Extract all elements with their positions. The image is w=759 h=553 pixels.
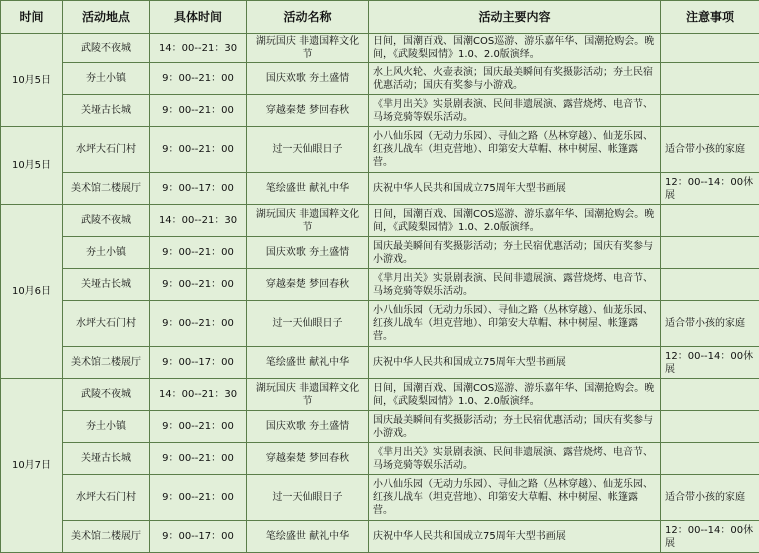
content-cell: 庆祝中华人民共和国成立75周年大型书画展	[369, 173, 661, 205]
content-cell: 小八仙乐园（无动力乐园）、寻仙之路（丛林穿越）、仙茏乐园、红孩儿战车（坦克营地）、印第安大草帽、林中树屋、帐篷露营。	[369, 127, 661, 173]
content-cell: 国庆最美瞬间有奖摄影活动；夯土民宿优惠活动；国庆有奖参与小游戏。	[369, 411, 661, 443]
table-row	[1, 205, 759, 237]
place-cell: 夯土小镇	[63, 63, 150, 95]
note-cell	[661, 205, 759, 237]
activity-name-cell: 国庆欢歌 夯土盛情	[247, 63, 369, 95]
note-cell	[661, 95, 759, 127]
table-row	[1, 127, 759, 173]
activity-name-cell: 笔绘盛世 献礼中华	[247, 347, 369, 379]
activity-name-cell: 笔绘盛世 献礼中华	[247, 173, 369, 205]
activity-name-cell: 湖玩国庆 非遗国粹文化节	[247, 379, 369, 411]
time-cell: 9：00--21：00	[150, 443, 247, 475]
place-cell: 关垭古长城	[63, 95, 150, 127]
note-cell	[661, 34, 759, 63]
header-notes: 注意事项	[661, 1, 759, 34]
note-cell	[661, 443, 759, 475]
activity-name-cell: 湖玩国庆 非遗国粹文化节	[247, 205, 369, 237]
header-activity-name: 活动名称	[247, 1, 369, 34]
table-row	[1, 475, 759, 521]
note-cell: 适合带小孩的家庭	[661, 127, 759, 173]
table-row	[1, 443, 759, 475]
place-cell: 水坪大石门村	[63, 475, 150, 521]
content-cell: 日间，国潮百戏、国潮COS巡游、游乐嘉年华、国潮抢购会。晚间，《武陵梨园情》1.0、2.0版演绎。	[369, 379, 661, 411]
content-cell: 《芈月出关》实景剧表演、民间非遗展演、露营烧烤、电音节、马场竞骑等娱乐活动。	[369, 95, 661, 127]
header-place: 活动地点	[63, 1, 150, 34]
note-cell	[661, 63, 759, 95]
header-content: 活动主要内容	[369, 1, 661, 34]
time-cell: 9：00--17：00	[150, 521, 247, 553]
place-cell: 夯土小镇	[63, 411, 150, 443]
note-cell: 12：00--14：00休展	[661, 173, 759, 205]
content-cell: 《芈月出关》实景剧表演、民间非遗展演、露营烧烤、电音节、马场竞骑等娱乐活动。	[369, 269, 661, 301]
place-cell: 水坪大石门村	[63, 127, 150, 173]
place-cell: 夯土小镇	[63, 237, 150, 269]
place-cell: 武陵不夜城	[63, 379, 150, 411]
time-cell: 9：00--21：00	[150, 411, 247, 443]
date-cell: 10月5日	[1, 127, 63, 205]
content-cell: 小八仙乐园（无动力乐园）、寻仙之路（丛林穿越）、仙茏乐园、红孩儿战车（坦克营地）、印第安大草帽、林中树屋、帐篷露营。	[369, 301, 661, 347]
time-cell: 9：00--21：00	[150, 63, 247, 95]
activity-name-cell: 穿越秦楚 梦回春秋	[247, 443, 369, 475]
header-time: 时间	[1, 1, 63, 34]
note-cell	[661, 237, 759, 269]
place-cell: 美术馆二楼展厅	[63, 173, 150, 205]
time-cell: 9：00--17：00	[150, 347, 247, 379]
note-cell	[661, 411, 759, 443]
time-cell: 14：00--21：30	[150, 34, 247, 63]
content-cell: 庆祝中华人民共和国成立75周年大型书画展	[369, 347, 661, 379]
place-cell: 美术馆二楼展厅	[63, 347, 150, 379]
date-cell: 10月6日	[1, 205, 63, 379]
schedule-body	[1, 34, 759, 553]
place-cell: 美术馆二楼展厅	[63, 521, 150, 553]
note-cell: 12：00--14：00休展	[661, 347, 759, 379]
table-row	[1, 379, 759, 411]
activity-name-cell: 过一天仙眼日子	[247, 475, 369, 521]
table-row	[1, 173, 759, 205]
table-row	[1, 347, 759, 379]
activity-name-cell: 国庆欢歌 夯土盛情	[247, 411, 369, 443]
table-row	[1, 411, 759, 443]
place-cell: 武陵不夜城	[63, 205, 150, 237]
content-cell: 《芈月出关》实景剧表演、民间非遗展演、露营烧烤、电音节、马场竞骑等娱乐活动。	[369, 443, 661, 475]
time-cell: 9：00--21：00	[150, 269, 247, 301]
date-cell: 10月7日	[1, 379, 63, 553]
time-cell: 14：00--21：30	[150, 379, 247, 411]
note-cell: 12：00--14：00休展	[661, 521, 759, 553]
date-cell: 10月5日	[1, 34, 63, 127]
time-cell: 9：00--21：00	[150, 237, 247, 269]
time-cell: 14：00--21：30	[150, 205, 247, 237]
table-row	[1, 237, 759, 269]
note-cell	[661, 379, 759, 411]
table-row	[1, 95, 759, 127]
time-cell: 9：00--17：00	[150, 173, 247, 205]
place-cell: 关垭古长城	[63, 269, 150, 301]
time-cell: 9：00--21：00	[150, 127, 247, 173]
content-cell: 国庆最美瞬间有奖摄影活动；夯土民宿优惠活动；国庆有奖参与小游戏。	[369, 237, 661, 269]
table-row	[1, 34, 759, 63]
note-cell: 适合带小孩的家庭	[661, 301, 759, 347]
activity-name-cell: 国庆欢歌 夯土盛情	[247, 237, 369, 269]
place-cell: 武陵不夜城	[63, 34, 150, 63]
time-cell: 9：00--21：00	[150, 95, 247, 127]
place-cell: 水坪大石门村	[63, 301, 150, 347]
table-row	[1, 269, 759, 301]
content-cell: 小八仙乐园（无动力乐园）、寻仙之路（丛林穿越）、仙茏乐园、红孩儿战车（坦克营地）、印第安大草帽、林中树屋、帐篷露营。	[369, 475, 661, 521]
activity-name-cell: 过一天仙眼日子	[247, 301, 369, 347]
table-row	[1, 301, 759, 347]
time-cell: 9：00--21：00	[150, 475, 247, 521]
time-cell: 9：00--21：00	[150, 301, 247, 347]
note-cell	[661, 269, 759, 301]
content-cell: 日间，国潮百戏、国潮COS巡游、游乐嘉年华、国潮抢购会。晚间，《武陵梨园情》1.0、2.0版演绎。	[369, 34, 661, 63]
activity-name-cell: 过一天仙眼日子	[247, 127, 369, 173]
note-cell: 适合带小孩的家庭	[661, 475, 759, 521]
content-cell: 水上风火轮、火壶表演；国庆最美瞬间有奖摄影活动；夯土民宿优惠活动；国庆有奖参与小游戏。	[369, 63, 661, 95]
header-row	[1, 1, 759, 34]
activity-name-cell: 穿越秦楚 梦回春秋	[247, 95, 369, 127]
place-cell: 关垭古长城	[63, 443, 150, 475]
table-row	[1, 63, 759, 95]
activity-name-cell: 湖玩国庆 非遗国粹文化节	[247, 34, 369, 63]
content-cell: 日间，国潮百戏、国潮COS巡游、游乐嘉年华、国潮抢购会。晚间，《武陵梨园情》1.0、2.0版演绎。	[369, 205, 661, 237]
header-specific-time: 具体时间	[150, 1, 247, 34]
activity-name-cell: 穿越秦楚 梦回春秋	[247, 269, 369, 301]
activity-name-cell: 笔绘盛世 献礼中华	[247, 521, 369, 553]
content-cell: 庆祝中华人民共和国成立75周年大型书画展	[369, 521, 661, 553]
